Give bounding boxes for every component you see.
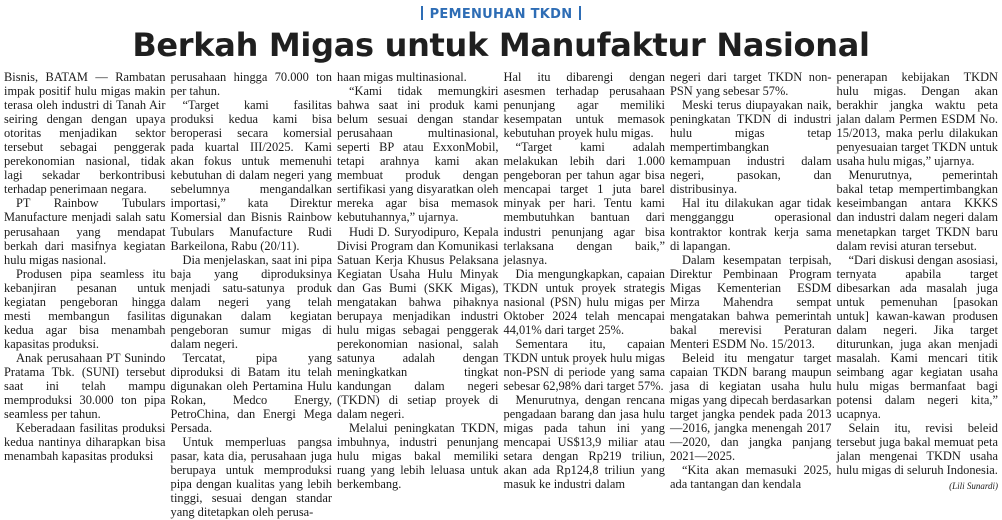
article-headline: Berkah Migas untuk Manufaktur Nasional: [132, 26, 870, 64]
paragraph: Menurutnya, pemerintah bakal tetap mempertimbangkan keseimbangan antara KKKS dan industri dalam negeri dalam menetapkan target TKDN baru dalam revisi aturan tersebut.: [836, 168, 998, 253]
paragraph: Hal itu dibarengi dengan asesmen terhadap perusahaan penunjang agar memiliki kesempatan untuk memasok kebutuhan proyek hulu migas.: [503, 70, 665, 141]
paragraph: penerapan kebijakan TKDN hulu migas. Dengan akan berakhir jangka waktu peta jalan dalam Permen ESDM No. 15/2013, maka perlu dilakukan penyesuaian target TKDN untuk usaha hulu migas,” ujarnya.: [836, 70, 998, 169]
column-5: [670, 70, 832, 492]
paragraph: PT Rainbow Tubulars Manufacture menjadi salah satu perusahaan yang mendapat berkah dari masifnya kegiatan hulu migas nasional.: [4, 196, 166, 267]
paragraph: “Target kami adalah melakukan lebih dari 1.000 pengeboran per tahun agar bisa mencapai target 1 juta barel minyak per hari. Tentu kami membutuhkan bantuan dari industri penunjang agar bisa terlaksana dengan baik,” jelasnya.: [503, 140, 665, 267]
paragraph: Beleid itu mengatur target capaian TKDN barang maupun jasa di kegiatan usaha hulu migas yang dipecah berdasarkan target jangka pendek pada 2013—2016, jangka menengah 2017—2020, dan jangka panjang 2021—2025.: [670, 350, 832, 464]
paragraph: Menurutnya, dengan rencana pengadaan barang dan jasa hulu migas pada tahun ini yang mencapai US$13,9 miliar atau setara dengan Rp219 triliun, akan ada Rp124,8 triliun yang masuk ke industri dalam: [503, 393, 665, 492]
article-body: [4, 70, 998, 520]
paragraph: “Target kami fasilitas produksi kedua kami bisa beroperasi secara komersial pada kuartal III/2025. Kami akan fokus untuk memenuhi kebutuhan di dalam negeri yang sebelumnya mengandalkan importasi,” kata Direktur Komersial dan Bisnis Rainbow Tubulars Manufacture Rudi Barkeilona, Rabu (20/11).: [170, 98, 332, 253]
paragraph: Anak perusahaan PT Sunindo Pratama Tbk. (SUNI) tersebut saat ini telah mampu memproduksi 30.000 ton pipa seamless per tahun.: [4, 350, 166, 422]
column-6: [836, 70, 999, 492]
paragraph: Hal itu dilakukan agar tidak mengganggu operasional kontraktor kontrak kerja sama di lapangan.: [670, 196, 832, 253]
paragraph: Bisnis, BATAM — Rambatan impak positif hulu migas makin terasa oleh industri di Tanah Air seiring dengan dengan upaya otoritas menjadikan sektor tersebut sebagai penggerak perekonomian nasional, tidak lagi sekadar berkontribusi terhadap penerimaan negara.: [4, 70, 166, 197]
paragraph: Untuk memperluas pangsa pasar, kata dia, perusahaan juga berupaya untuk memproduksi pipa dengan kualitas yang lebih tinggi, sesuai dengan standar yang ditetapkan oleh perusa-: [170, 435, 332, 520]
paragraph: haan migas multinasional.: [337, 70, 467, 84]
paragraph: Keberadaan fasilitas produksi kedua nantinya diharapkan bisa menambah kapasitas produksi: [4, 421, 166, 464]
paragraph: Dia mengungkapkan, capaian TKDN untuk proyek strategis nasional (PSN) hulu migas per Oktober 2024 telah mencapai 44,01% dari target 25%.: [503, 266, 665, 337]
column-2: [170, 70, 333, 520]
paragraph: Melalui peningkatan TKDN, imbuhnya, industri penunjang hulu migas bakal memiliki ruang yang lebih leluasa untuk berkembang.: [337, 421, 499, 492]
paragraph: Meski terus diupayakan naik, peningkatan TKDN di industri hulu migas tetap mempertimbangkan kemampuan industri dalam negeri, pasokan, dan distribusinya.: [670, 98, 832, 197]
paragraph: negeri dari target TKDN non-PSN yang sebesar 57%.: [670, 70, 832, 99]
column-3: [337, 70, 499, 492]
paragraph: Dalam kesempatan terpisah, Direktur Pembinaan Program Migas Kementerian ESDM Mirza Mahendra sempat mengatakan bahwa pemerintah bakal merevisi Peraturan Menteri ESDM No. 15/2013.: [670, 252, 832, 351]
paragraph: Dia menjelaskan, saat ini pipa baja yang diproduksinya menjadi satu-satunya produk dalam negeri yang telah digunakan dalam kegiatan pengeboran sumur migas di dalam negeri.: [170, 252, 332, 351]
rubric-label: PEMENUHAN TKDN: [429, 7, 573, 22]
column-4: [503, 70, 666, 492]
paragraph: Hudi D. Suryodipuro, Kepala Divisi Program dan Komunikasi Satuan Kerja Khusus Pelaksana Kegiatan Usaha Hulu Minyak dan Gas Bumi (SKK Migas), mengatakan bahwa pihaknya berupaya menjadikan industri hulu migas sebagai penggerak perekonomian nasional, salah satunya adalah dengan meningkatkan tingkat kandungan dalam negeri (TKDN) di setiap proyek di dalam negeri.: [337, 224, 499, 422]
paragraph: Produsen pipa seamless itu kebanjiran pesanan untuk kegiatan pengeboran hingga mesti membangun fasilitas kedua agar bisa menambah kapasitas produksi.: [4, 266, 166, 351]
column-1: [4, 70, 166, 471]
paragraph: Tercatat, pipa yang diproduksi di Batam itu telah digunakan oleh Pertamina Hulu Rokan, Medco Energy, PetroChina, dan Energi Mega Persada.: [170, 350, 332, 436]
paragraph: Selain itu, revisi beleid tersebut juga bakal memuat peta jalan mengenai TKDN usaha hulu migas di seluruh Indonesia.: [836, 421, 998, 478]
paragraph: “Dari diskusi dengan asosiasi, ternyata apabila target dibesarkan ada masalah juga untuk pemenuhan [pasokan untuk] kawan-kawan produsen dalam negeri. Jika target diturunkan, juga akan menjadi masalah. Kami mencari titik seimbang agar kegiatan usaha hulu migas bermanfaat bagi potensi dalam negeri kita,” ucapnya.: [836, 252, 998, 422]
paragraph: perusahaan hingga 70.000 ton per tahun.: [170, 70, 332, 99]
paragraph: “Kita akan memasuki 2025, ada tantangan dan kendala: [670, 463, 832, 492]
rubric-divider-left: [421, 6, 423, 20]
paragraph: “Kami tidak memungkiri bahwa saat ini produk kami belum sesuai dengan standar perusahaan multinasional, seperti BP atau ExxonMobil, tetapi arahnya kami akan membuat produk dengan sertifikasi yang disyaratkan oleh mereka agar bisa memasok kebutuhannya,” ujarnya.: [337, 84, 499, 225]
author-byline: (Lili Sunardi): [949, 481, 998, 492]
rubric-divider-right: [579, 6, 581, 20]
paragraph: Sementara itu, capaian TKDN untuk proyek hulu migas non-PSN di periode yang sama sebesar 62,98% dari target 57%.: [503, 336, 665, 394]
